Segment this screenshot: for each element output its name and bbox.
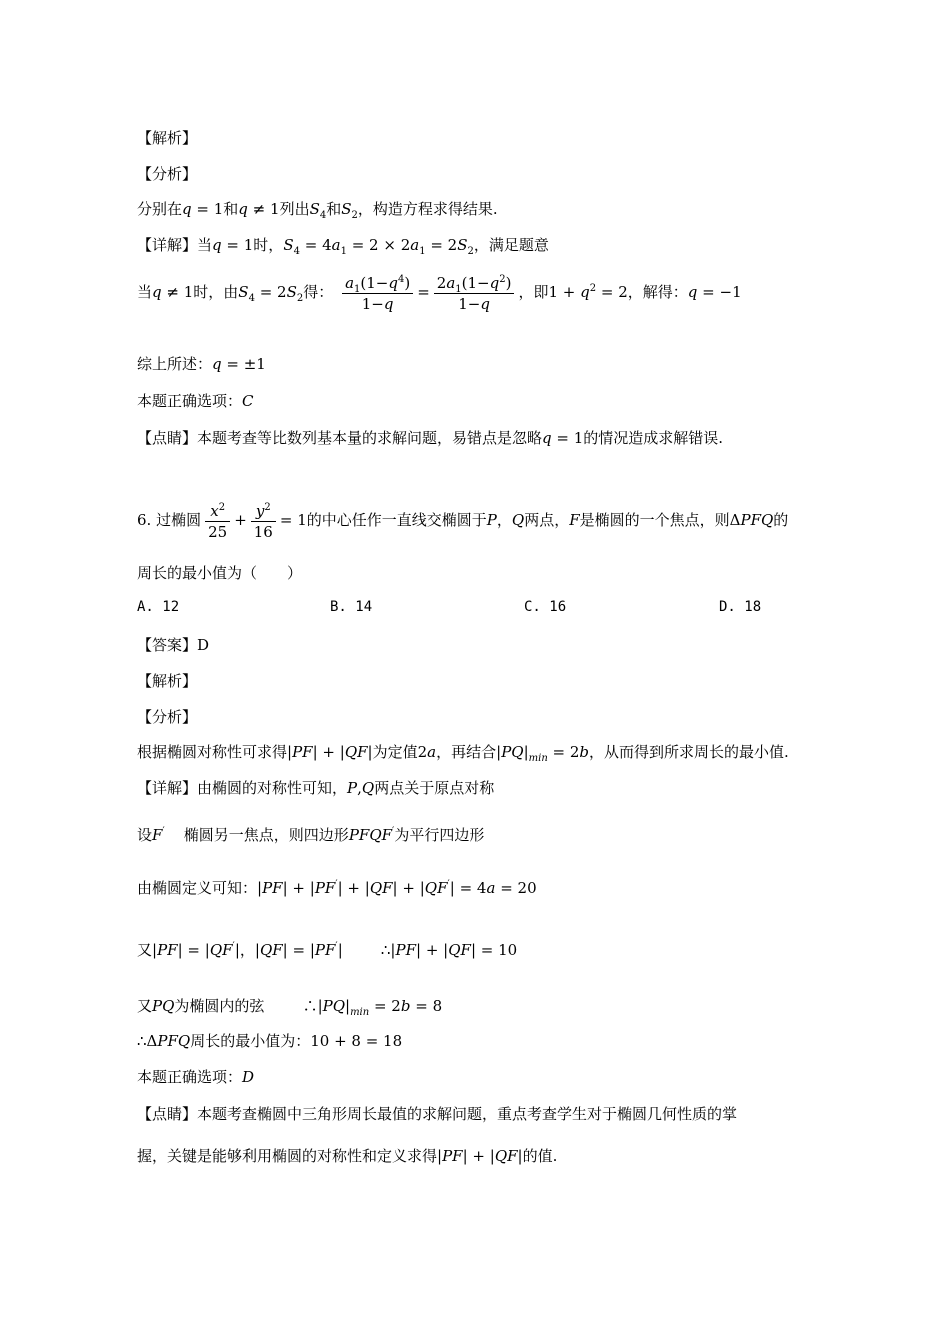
option-c: C. 16 bbox=[524, 599, 567, 615]
detail-line-6-3: 由椭圆定义可知：|PF| + |PF′| + |QF| + |QF′| = 4a = 20 bbox=[137, 879, 537, 897]
detail-line-2: 当q ≠ 1时，由$S_4 = 2S_2$得： $\frac{a_1(1-q^4)}{1-q}$ = $\frac{2a_1(1-q^2)}{1-q}$ ，即$1 + q^2 = 2$，解得：q = −1 bbox=[137, 273, 742, 313]
analysis-text-6: 根据椭圆对称性可求得|PF| + |QF|为定值2a，再结合$|PQ|_{min} = 2b$，从而得到所求周长的最小值. bbox=[137, 743, 789, 764]
answer-line: 【答案】D bbox=[137, 636, 210, 654]
fraction-left: $\frac{a_1(1-q^4)}{1-q}$ bbox=[342, 273, 413, 314]
analysis-sub-heading: 【分析】 bbox=[137, 165, 198, 183]
detail-line-6-4: 又|PF| = |QF′|，|QF| = |PF′| ∴|PF| + |QF| = 10 bbox=[137, 941, 518, 959]
fraction-y: $\frac{y^2}{16}$ bbox=[251, 501, 276, 542]
question-6-stem: 6. 过椭圆 $\frac{x^2}{25}$ + $\frac{y^2}{16}$ = 1的中心任作一直线交椭圆于P，Q两点，F是椭圆的一个焦点，则ΔPFQ的 bbox=[137, 501, 789, 541]
analysis-text: 分别在q = 1和q ≠ 1列出$S_4$和$S_2$，构造方程求得结果. bbox=[137, 200, 498, 221]
note-line-6-2: 握，关键是能够利用椭圆的对称性和定义求得|PF| + |QF|的值. bbox=[137, 1147, 558, 1165]
detail-line-6-1: 【详解】由椭圆的对称性可知，P,Q两点关于原点对称 bbox=[137, 779, 495, 797]
fraction-right: $\frac{2a_1(1-q^2)}{1-q}$ bbox=[434, 273, 515, 314]
analysis-heading: 【解析】 bbox=[137, 129, 198, 147]
detail-line-1: 【详解】当q = 1时，$S_4 = 4a_1 = 2 \times 2a_1 = 2S_2$，满足题意 bbox=[137, 236, 549, 257]
option-a: A. 12 bbox=[137, 599, 180, 615]
detail-line-6-5: 又PQ为椭圆内的弦 $\therefore|PQ|_{min} = 2b = 8$ bbox=[137, 997, 443, 1018]
detail-line-6-6: ∴ΔPFQ周长的最小值为：10 + 8 = 18 bbox=[137, 1032, 403, 1050]
correct-option-line: 本题正确选项：C bbox=[137, 392, 254, 410]
note-line-6-1: 【点睛】本题考查椭圆中三角形周长最值的求解问题，重点考查学生对于椭圆几何性质的掌 bbox=[137, 1105, 738, 1123]
note-line: 【点睛】本题考查等比数列基本量的求解问题，易错点是忽略q = 1的情况造成求解错误. bbox=[137, 429, 724, 447]
summary-line: 综上所述：q = ±1 bbox=[137, 355, 266, 373]
question-6-stem-line-2: 周长的最小值为（ ） bbox=[137, 564, 303, 582]
fraction-x: $\frac{x^2}{25}$ bbox=[205, 501, 230, 542]
option-b: B. 14 bbox=[330, 599, 373, 615]
analysis-sub-heading-6: 【分析】 bbox=[137, 708, 198, 726]
option-d: D. 18 bbox=[719, 599, 762, 615]
correct-option-line-6: 本题正确选项：D bbox=[137, 1068, 255, 1086]
analysis-heading-6: 【解析】 bbox=[137, 672, 198, 690]
detail-line-6-2: 设F′ 椭圆另一焦点，则四边形PFQF′为平行四边形 bbox=[137, 826, 485, 844]
